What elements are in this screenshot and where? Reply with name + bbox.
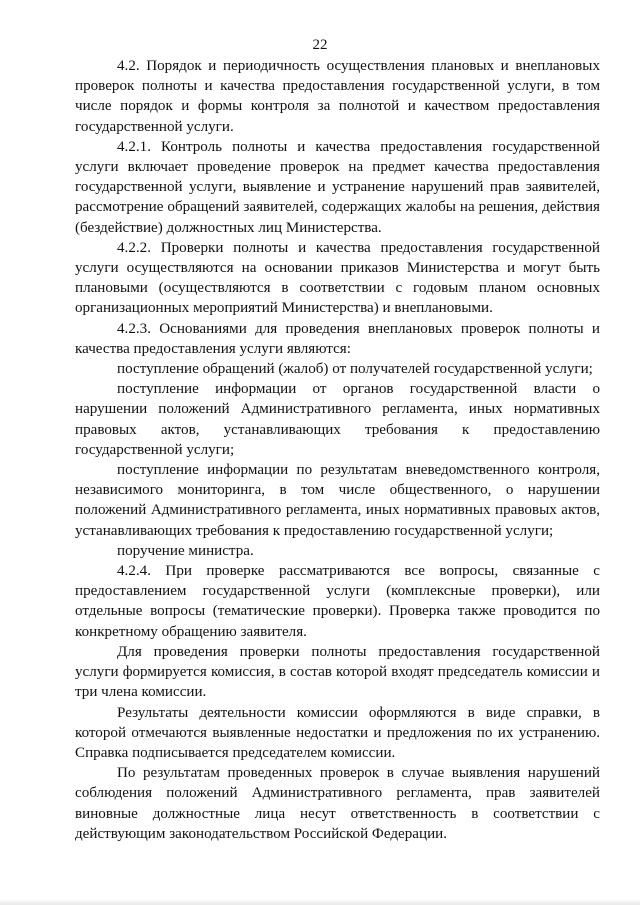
document-body [75,56,600,844]
paragraph-4-2-1: 4.2.1. Контроль полноты и качества предоставления государственной услуги включает проведение проверок на предмет качества предоставления государственной услуги, выявление и устранение нарушений прав заявителей, рассмотрение обращений заявителей, содержащих жалобы на решения, действия (бездействие) должностных лиц Министерства. [75,138,600,236]
paragraph-4-2-2: 4.2.2. Проверки полноты и качества предоставления государственной услуги осуществляются на основании приказов Министерства и могут быть плановыми (осуществляются в соответствии с годовым планом основных организационных мероприятий Министерства) и внеплановыми. [75,239,600,317]
paragraph-commission: Для проведения проверки полноты предоставления государственной услуги формируется комиссия, в состав которой входят председатель комиссии и три члена комиссии. [75,643,600,701]
page-number: 22 [312,37,328,53]
basis-item-authorities-info: поступление информации от органов государственной власти о нарушении положений Административного регламента, иных нормативных правовых актов, устанавливающих требования к предоставлению государственной услуги; [75,381,600,458]
paragraph-results: Результаты деятельности комиссии оформляются в виде справки, в которой отмечаются выявленные недостатки и предложения по их устранению. Справка подписывается председателем комиссии. [75,704,600,761]
paragraph-4-2-4: 4.2.4. При проверке рассматриваются все вопросы, связанные с предоставлением государственной услуги (комплексные проверки), или отдельные вопросы (тематические проверки). Проверка также проводится по конкретному обращению заявителя. [75,563,600,640]
paragraph-4-2-3: 4.2.3. Основаниями для проведения внеплановых проверок полноты и качества предоставления услуги являются: [75,320,600,357]
basis-item-minister-order: поручение министра. [117,542,254,559]
scan-bottom-edge [0,899,640,905]
paragraph-responsibility: По результатам проведенных проверок в случае выявления нарушений соблюдения положений Административного регламента, прав заявителей виновные должностные лица несут ответственность в соответствии с действующим законодательством Российской Федерации. [75,765,600,842]
basis-item-monitoring-info: поступление информации по результатам вневедомственного контроля, независимого мониторинга, в том числе общественного, о нарушении положений Административного регламента, иных нормативных правовых актов, устанавливающих требования к предоставлению государственной услуги; [75,462,600,539]
basis-item-complaints: поступление обращений (жалоб) от получателей государственной услуги; [117,361,593,378]
paragraph-4-2: 4.2. Порядок и периодичность осуществления плановых и внеплановых проверок полноты и качества предоставления государственной услуги, в том числе порядок и формы контроля за полнотой и качеством предоставления государственной услуги. [75,58,600,135]
